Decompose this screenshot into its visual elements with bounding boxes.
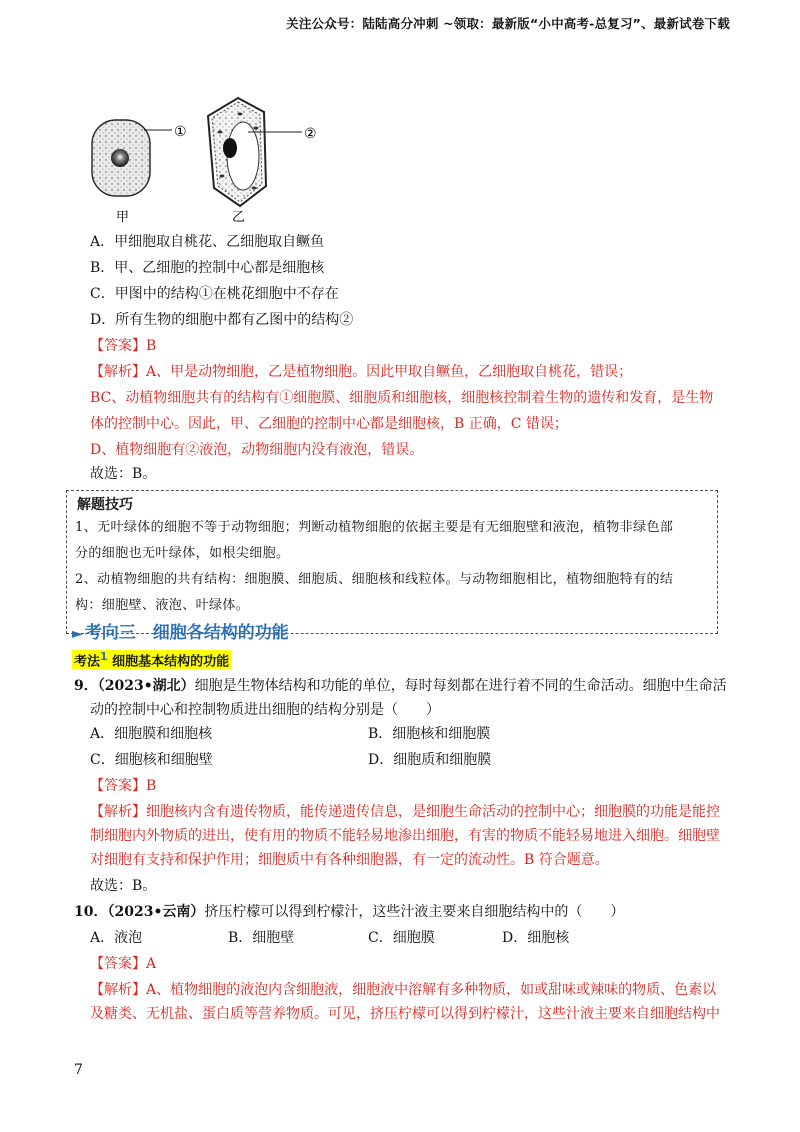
marker-1: ①: [174, 124, 187, 140]
q10-option-b: B．细胞壁: [228, 930, 295, 946]
q10-option-c: C．细胞膜: [368, 930, 435, 946]
q10-answer: 【答案】A: [90, 956, 157, 972]
q8-option-d: D．所有生物的细胞中都有乙图中的结构②: [90, 312, 354, 328]
page-number: 7: [74, 1062, 83, 1078]
tips-box: [66, 490, 718, 634]
tips-line: 1、无叶绿体的细胞不等于动物细胞；判断动植物细胞的依据主要是有无细胞壁和液泡，植物非绿色部: [75, 520, 674, 535]
q10-analysis-line: 及糖类、无机盐、蛋白质等营养物质。可见，挤压柠檬可以得到柠檬汁，这些汁液主要来自细胞结构中: [90, 1006, 720, 1022]
q9-analysis-line: 制细胞内外物质的进出，使有用的物质不能轻易地渗出细胞，有害的物质不能轻易地进入细胞。细胞壁: [90, 828, 720, 844]
tips-line: 构：细胞壁、液泡、叶绿体。: [75, 598, 250, 613]
tips-line: 分的细胞也无叶绿体，如根尖细胞。: [75, 546, 290, 561]
q9-choose: 故选：B。: [90, 878, 157, 894]
q8-option-b: B．甲、乙细胞的控制中心都是细胞核: [90, 260, 325, 276]
tips-title: 解题技巧: [77, 497, 133, 513]
q8-analysis-line: 【解析】A、甲是动物细胞，乙是植物细胞。因此甲取自鳜鱼，乙细胞取自桃花，错误；: [90, 364, 633, 380]
q9-analysis-line: 对细胞有支持和保护作用；细胞质中有各种细胞器，有一定的流动性。B 符合题意。: [90, 852, 609, 868]
kaofa-tag: 考法$^1$ 细胞基本结构的功能: [74, 650, 230, 670]
label-yi: 乙: [232, 210, 246, 225]
q10-stem: 10．（2023•云南）挤压柠檬可以得到柠檬汁，这些汁液主要来自细胞结构中的（ ）: [74, 904, 625, 920]
q9-analysis-line: 【解析】细胞核内含有遗传物质，能传递遗传信息，是细胞生命活动的控制中心；细胞膜的功能是能控: [90, 804, 720, 820]
q9-option-a: A．细胞膜和细胞核: [90, 726, 213, 742]
tips-line: 2、动植物细胞的共有结构：细胞膜、细胞质、细胞核和线粒体。与动物细胞相比，植物细胞特有的结: [75, 572, 674, 587]
q10-option-d: D．细胞核: [502, 930, 570, 946]
q9-stem: 9．（2023•湖北）细胞是生物体结构和功能的单位，每时每刻都在进行着不同的生命活动。细胞中生命活: [74, 678, 727, 694]
q9-option-c: C．细胞核和细胞壁: [90, 752, 213, 768]
q8-analysis-line: BC、动植物细胞共有的结构有①细胞膜、细胞质和细胞核，细胞核控制着生物的遗传和发育，是生物: [90, 390, 714, 406]
section-title: ► 考向三 细胞各结构的功能: [72, 623, 289, 643]
q8-answer: 【答案】B: [90, 338, 157, 354]
q9-option-b: B．细胞核和细胞膜: [368, 726, 491, 742]
q8-analysis-line: 体的控制中心。因此，甲、乙细胞的控制中心都是细胞核，B 正确，C 错误；: [90, 416, 568, 432]
triangle-icon: ►: [72, 626, 83, 642]
q10-option-a: A．液泡: [90, 930, 143, 946]
label-jia: 甲: [116, 210, 130, 225]
q8-option-a: A．甲细胞取自桃花、乙细胞取自鳜鱼: [90, 234, 325, 250]
q8-option-c: C．甲图中的结构①在桃花细胞中不存在: [90, 286, 339, 302]
cell-figure: [80, 92, 340, 227]
q9-answer: 【答案】B: [90, 778, 157, 794]
q9-stem-cont: 动的控制中心和控制物质进出细胞的结构分别是（ ）: [90, 702, 440, 718]
q10-analysis-line: 【解析】A、植物细胞的液泡内含细胞液，细胞液中溶解有多种物质，如或甜味或辣味的物质、色素以: [90, 982, 717, 998]
q9-option-d: D．细胞质和细胞膜: [368, 752, 492, 768]
plant-cell: [208, 98, 302, 206]
marker-2: ②: [304, 126, 317, 142]
page-header: 关注公众号：陆陆高分冲刺 ~领取：最新版“小中高考-总复习”、最新试卷下载: [286, 16, 730, 31]
animal-cell: [92, 120, 172, 196]
cell-diagram: [80, 92, 340, 227]
q8-analysis-line: D、植物细胞有②液泡，动物细胞内没有液泡，错误。: [90, 442, 424, 458]
q8-choose: 故选：B。: [90, 466, 157, 482]
